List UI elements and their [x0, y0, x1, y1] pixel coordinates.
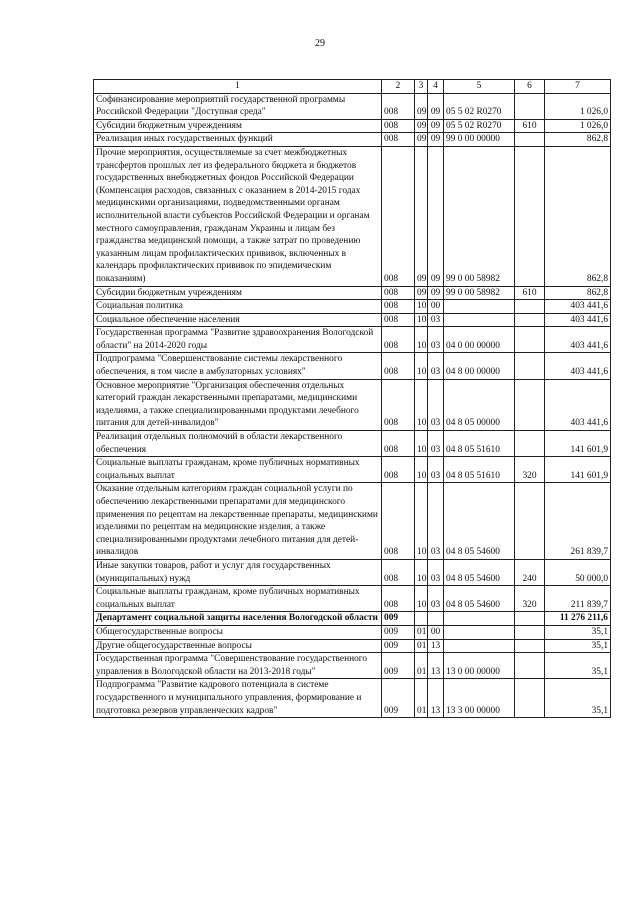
code-expense-type-cell [515, 146, 545, 286]
code-target-cell [444, 612, 515, 626]
code-expense-type-cell [515, 612, 545, 626]
code-expense-type-cell: 320 [515, 457, 545, 483]
code-subsection-cell: 03 [428, 353, 444, 379]
code-ministry-cell: 009 [382, 653, 415, 679]
code-section-cell: 09 [415, 286, 428, 300]
code-ministry-cell: 008 [382, 586, 415, 612]
code-ministry-cell: 008 [382, 559, 415, 585]
row-name-cell: Реализация отдельных полномочий в области лекарственного обеспечения [94, 431, 382, 457]
code-section-cell: 09 [415, 119, 428, 133]
code-target-cell: 04 8 05 51610 [444, 431, 515, 457]
amount-cell: 862,8 [545, 286, 611, 300]
table-row [94, 119, 611, 133]
table-row [94, 300, 611, 314]
code-target-cell: 13 3 00 00000 [444, 679, 515, 718]
amount-cell: 403 441,6 [545, 327, 611, 353]
code-section-cell: 10 [415, 559, 428, 585]
row-name-cell: Общегосударственные вопросы [94, 625, 382, 639]
table-row [94, 679, 611, 718]
amount-cell: 141 601,9 [545, 431, 611, 457]
row-name-cell: Социальные выплаты гражданам, кроме публичных нормативных социальных выплат [94, 586, 382, 612]
code-ministry-cell: 008 [382, 457, 415, 483]
header-cell: 1 [94, 80, 382, 94]
code-expense-type-cell [515, 93, 545, 119]
amount-cell: 35,1 [545, 625, 611, 639]
code-expense-type-cell [515, 300, 545, 314]
row-name-cell: Оказание отдельным категориям граждан социальной услуги по обеспечению лекарственными препаратами для медицинского применения по рецептам на лекарственные препараты, медицинскими изделиями по рецептам на медицинские изделия, а также специализированными продуктами лечебного питания для детей-инвалидов [94, 483, 382, 560]
code-subsection-cell: 03 [428, 457, 444, 483]
table-row [94, 327, 611, 353]
amount-cell: 1 026,0 [545, 119, 611, 133]
amount-cell: 403 441,6 [545, 300, 611, 314]
row-name-cell: Прочие мероприятия, осуществляемые за счет межбюджетных трансфертов прошлых лет из федерального бюджета и бюджетов государственных внебюджетных фондов Российской Федерации (Компенсация расходов, связанных с оказанием в 2014-2015 годах медицинскими организациями, подведомственными органам исполнительной власти субъектов Российской Федерации и органам местного самоуправления, гражданам Украины и лицам без гражданства медицинской помощи, а также затрат по проведению указанным лицам профилактических прививок, включенных в календарь профилактических прививок по эпидемическим показаниям) [94, 146, 382, 286]
code-expense-type-cell: 610 [515, 286, 545, 300]
code-section-cell: 10 [415, 353, 428, 379]
code-target-cell [444, 300, 515, 314]
amount-cell: 403 441,6 [545, 313, 611, 327]
code-target-cell [444, 625, 515, 639]
amount-cell: 403 441,6 [545, 379, 611, 430]
code-section-cell: 01 [415, 625, 428, 639]
row-name-cell: Социальное обеспечение населения [94, 313, 382, 327]
code-subsection-cell: 09 [428, 286, 444, 300]
row-name-cell: Государственная программа "Развитие здравоохранения Вологодской области" на 2014-2020 годы [94, 327, 382, 353]
code-section-cell: 10 [415, 300, 428, 314]
table-row [94, 559, 611, 585]
table-row [94, 286, 611, 300]
code-subsection-cell: 03 [428, 327, 444, 353]
code-ministry-cell: 008 [382, 133, 415, 147]
table-row [94, 457, 611, 483]
amount-cell: 50 000,0 [545, 559, 611, 585]
code-section-cell: 10 [415, 379, 428, 430]
code-subsection-cell: 03 [428, 586, 444, 612]
code-section-cell: 01 [415, 639, 428, 653]
row-name-cell: Подпрограмма "Совершенствование системы лекарственного обеспечения, в том числе в амбулаторных условиях" [94, 353, 382, 379]
code-target-cell: 05 5 02 R0270 [444, 119, 515, 133]
amount-cell: 141 601,9 [545, 457, 611, 483]
code-expense-type-cell: 240 [515, 559, 545, 585]
code-subsection-cell: 03 [428, 379, 444, 430]
code-ministry-cell: 008 [382, 327, 415, 353]
row-name-cell: Социальная политика [94, 300, 382, 314]
code-ministry-cell: 008 [382, 119, 415, 133]
amount-cell: 35,1 [545, 653, 611, 679]
code-section-cell: 09 [415, 133, 428, 147]
amount-cell: 211 839,7 [545, 586, 611, 612]
header-cell: 5 [444, 80, 515, 94]
row-name-cell: Социальные выплаты гражданам, кроме публичных нормативных социальных выплат [94, 457, 382, 483]
code-section-cell: 09 [415, 146, 428, 286]
code-ministry-cell: 008 [382, 286, 415, 300]
code-expense-type-cell [515, 483, 545, 560]
budget-table [93, 79, 611, 718]
code-subsection-cell: 09 [428, 93, 444, 119]
code-target-cell: 04 8 05 54600 [444, 559, 515, 585]
code-subsection-cell: 03 [428, 313, 444, 327]
table-body [94, 80, 611, 718]
code-target-cell: 99 0 00 58982 [444, 146, 515, 286]
row-name-cell: Основное мероприятие "Организация обеспечения отдельных категорий граждан лекарственными препаратами, медицинскими изделиями, а также специализированными продуктами лечебного питания для детей-инвалидов" [94, 379, 382, 430]
code-ministry-cell: 009 [382, 612, 415, 626]
row-name-cell: Подпрограмма "Развитие кадрового потенциала в системе государственного и муниципального управления, формирование и подготовка резервов управленческих кадров" [94, 679, 382, 718]
code-expense-type-cell: 610 [515, 119, 545, 133]
code-target-cell [444, 639, 515, 653]
row-name-cell: Софинансирование мероприятий государственной программы Российской Федерации "Доступная среда" [94, 93, 382, 119]
row-name-cell: Департамент социальной защиты населения Вологодской области [94, 612, 382, 626]
amount-cell: 862,8 [545, 133, 611, 147]
code-subsection-cell: 13 [428, 639, 444, 653]
amount-cell: 862,8 [545, 146, 611, 286]
code-ministry-cell: 008 [382, 431, 415, 457]
code-expense-type-cell [515, 653, 545, 679]
code-section-cell: 10 [415, 586, 428, 612]
table-row [94, 313, 611, 327]
code-subsection-cell: 03 [428, 431, 444, 457]
table-row [94, 586, 611, 612]
table-row [94, 625, 611, 639]
amount-cell: 35,1 [545, 639, 611, 653]
code-subsection-cell: 00 [428, 300, 444, 314]
table-row [94, 146, 611, 286]
table-row [94, 133, 611, 147]
row-name-cell: Иные закупки товаров, работ и услуг для государственных (муниципальных) нужд [94, 559, 382, 585]
code-section-cell [415, 612, 428, 626]
code-target-cell: 13 0 00 00000 [444, 653, 515, 679]
code-expense-type-cell [515, 625, 545, 639]
code-section-cell: 10 [415, 483, 428, 560]
code-section-cell: 01 [415, 679, 428, 718]
header-cell: 7 [545, 80, 611, 94]
page-number: 29 [315, 38, 325, 49]
code-subsection-cell [428, 612, 444, 626]
code-section-cell: 10 [415, 431, 428, 457]
row-name-cell: Субсидии бюджетным учреждениям [94, 119, 382, 133]
row-name-cell: Государственная программа "Совершенствование государственного управления в Вологодской области на 2013-2018 годы" [94, 653, 382, 679]
code-target-cell [444, 313, 515, 327]
code-target-cell: 04 8 05 00000 [444, 379, 515, 430]
code-ministry-cell: 009 [382, 625, 415, 639]
code-subsection-cell: 00 [428, 625, 444, 639]
code-ministry-cell: 008 [382, 146, 415, 286]
code-subsection-cell: 13 [428, 653, 444, 679]
row-name-cell: Другие общегосударственные вопросы [94, 639, 382, 653]
table-row [94, 483, 611, 560]
header-cell: 2 [382, 80, 415, 94]
table-row [94, 431, 611, 457]
table-row [94, 653, 611, 679]
code-section-cell: 10 [415, 327, 428, 353]
amount-cell: 261 839,7 [545, 483, 611, 560]
code-expense-type-cell [515, 313, 545, 327]
code-subsection-cell: 13 [428, 679, 444, 718]
code-ministry-cell: 008 [382, 93, 415, 119]
code-ministry-cell: 008 [382, 379, 415, 430]
amount-cell: 403 441,6 [545, 353, 611, 379]
code-section-cell: 10 [415, 457, 428, 483]
code-subsection-cell: 09 [428, 119, 444, 133]
code-expense-type-cell [515, 379, 545, 430]
table-row [94, 353, 611, 379]
code-ministry-cell: 009 [382, 679, 415, 718]
code-target-cell: 05 5 02 R0270 [444, 93, 515, 119]
code-expense-type-cell [515, 327, 545, 353]
table-row [94, 639, 611, 653]
code-subsection-cell: 09 [428, 133, 444, 147]
code-ministry-cell: 008 [382, 483, 415, 560]
header-cell: 3 [415, 80, 428, 94]
code-expense-type-cell [515, 133, 545, 147]
code-ministry-cell: 008 [382, 300, 415, 314]
amount-cell: 1 026,0 [545, 93, 611, 119]
code-subsection-cell: 03 [428, 483, 444, 560]
table-header-row [94, 80, 611, 94]
code-target-cell: 99 0 00 00000 [444, 133, 515, 147]
code-ministry-cell: 009 [382, 639, 415, 653]
row-name-cell: Субсидии бюджетным учреждениям [94, 286, 382, 300]
amount-cell: 35,1 [545, 679, 611, 718]
code-target-cell: 04 8 05 51610 [444, 457, 515, 483]
code-subsection-cell: 03 [428, 559, 444, 585]
header-cell: 6 [515, 80, 545, 94]
code-target-cell: 99 0 00 58982 [444, 286, 515, 300]
code-expense-type-cell [515, 679, 545, 718]
table-row [94, 612, 611, 626]
table-row [94, 93, 611, 119]
code-target-cell: 04 8 00 00000 [444, 353, 515, 379]
code-expense-type-cell [515, 431, 545, 457]
code-section-cell: 01 [415, 653, 428, 679]
code-expense-type-cell: 320 [515, 586, 545, 612]
code-ministry-cell: 008 [382, 313, 415, 327]
header-cell: 4 [428, 80, 444, 94]
code-subsection-cell: 09 [428, 146, 444, 286]
code-target-cell: 04 8 05 54600 [444, 586, 515, 612]
code-target-cell: 04 0 00 00000 [444, 327, 515, 353]
amount-cell: 11 276 211,6 [545, 612, 611, 626]
table-row [94, 379, 611, 430]
code-section-cell: 09 [415, 93, 428, 119]
code-expense-type-cell [515, 639, 545, 653]
code-expense-type-cell [515, 353, 545, 379]
code-target-cell: 04 8 05 54600 [444, 483, 515, 560]
code-ministry-cell: 008 [382, 353, 415, 379]
code-section-cell: 10 [415, 313, 428, 327]
row-name-cell: Реализация иных государственных функций [94, 133, 382, 147]
